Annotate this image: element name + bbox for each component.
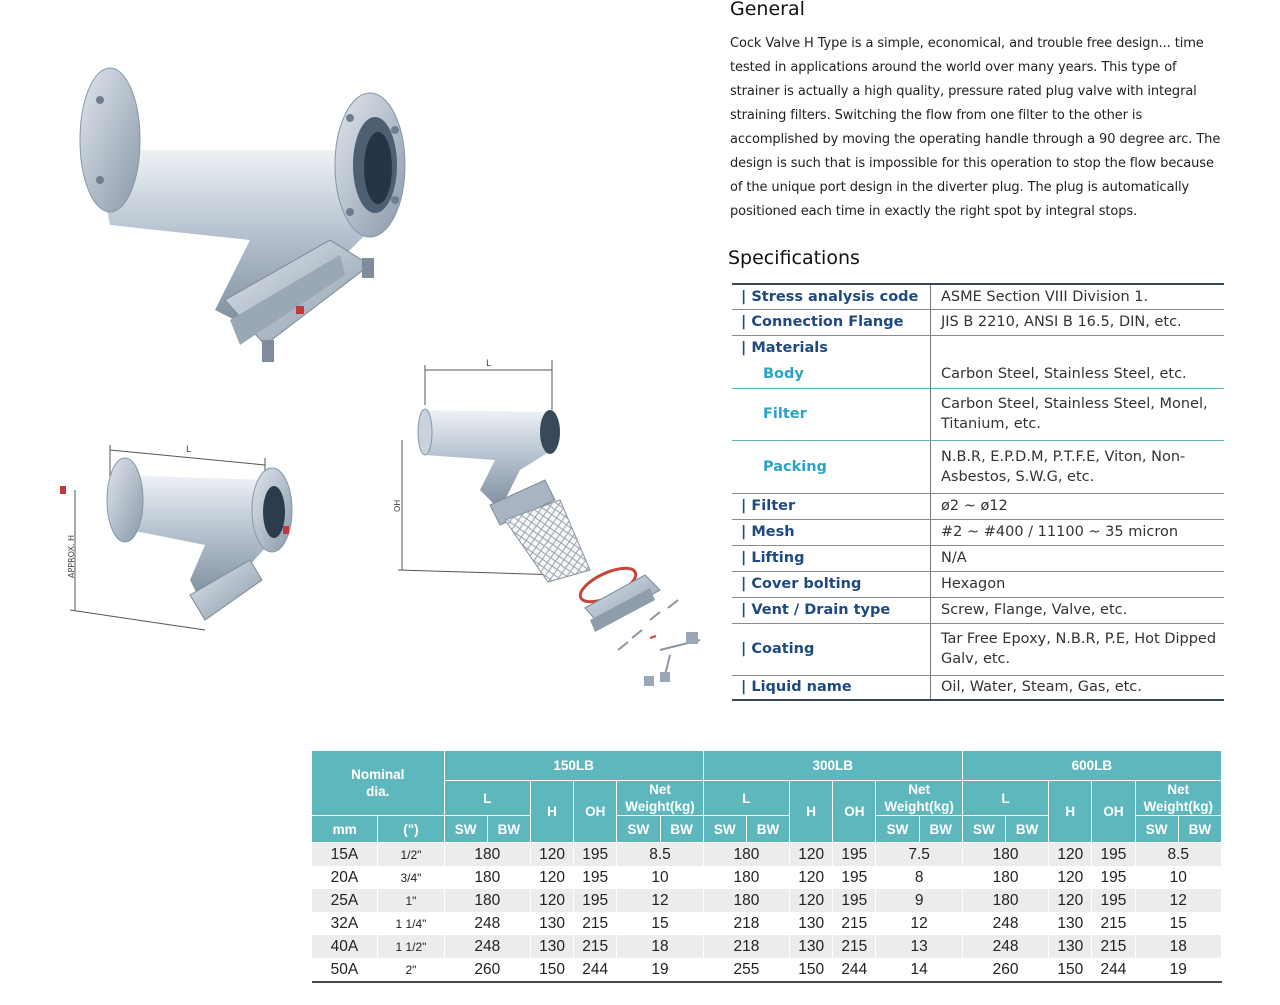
table-cell: 15: [617, 912, 703, 935]
bw-header: BW: [1006, 816, 1049, 843]
table-cell: 248: [444, 935, 530, 958]
col-l-header: L: [962, 781, 1048, 816]
table-cell: 150: [790, 958, 833, 982]
spec-key: Filter: [732, 388, 931, 440]
specifications-heading: Specifications: [728, 247, 860, 269]
table-row: [312, 958, 1222, 982]
spec-row: [732, 361, 1224, 388]
col-l-header: L: [703, 781, 789, 816]
bw-header: BW: [919, 816, 962, 843]
nominal-dia-header: Nominal dia.: [312, 751, 445, 816]
sw-header: SW: [962, 816, 1005, 843]
table-cell: 180: [444, 866, 530, 889]
spec-key: Packing: [732, 440, 931, 493]
table-cell: 120: [790, 866, 833, 889]
table-cell: 130: [790, 912, 833, 935]
table-cell: 215: [833, 935, 876, 958]
table-cell: 8: [876, 866, 962, 889]
spec-key: | Connection Flange: [732, 309, 931, 335]
table-cell: 180: [703, 843, 789, 867]
table-cell: 195: [1092, 889, 1135, 912]
bw-header: BW: [746, 816, 789, 843]
spec-row: [732, 545, 1224, 571]
class-300-header: 300LB: [703, 751, 962, 781]
spec-key: | Materials: [732, 335, 931, 361]
col-h-header: H: [530, 781, 573, 843]
table-cell: 25A: [312, 889, 378, 912]
bw-header: BW: [1178, 816, 1221, 843]
col-l-header: L: [444, 781, 530, 816]
spec-value: Screw, Flange, Valve, etc.: [931, 597, 1225, 623]
spec-value: Hexagon: [931, 571, 1225, 597]
spec-row: [732, 284, 1224, 309]
bw-header: BW: [660, 816, 703, 843]
spec-value: #2 ~ #400 / 11100 ~ 35 micron: [931, 519, 1225, 545]
table-cell: 14: [876, 958, 962, 982]
table-cell: 195: [833, 889, 876, 912]
table-cell: 244: [574, 958, 617, 982]
table-cell: 19: [1135, 958, 1221, 982]
table-row: [312, 866, 1222, 889]
table-cell: 130: [1049, 935, 1092, 958]
table-cell: 195: [574, 843, 617, 867]
table-cell: 120: [1049, 866, 1092, 889]
table-cell: 50A: [312, 958, 378, 982]
spec-value: N/A: [931, 545, 1225, 571]
table-cell: 19: [617, 958, 703, 982]
sw-header: SW: [444, 816, 487, 843]
class-600-header: 600LB: [962, 751, 1221, 781]
spec-value: Oil, Water, Steam, Gas, etc.: [941, 679, 1142, 696]
general-heading: General: [730, 0, 805, 20]
spec-value: ASME Section VIII Division 1.: [931, 284, 1225, 309]
table-cell: 10: [617, 866, 703, 889]
table-cell: 215: [574, 912, 617, 935]
table-cell: 195: [833, 866, 876, 889]
table-cell: 218: [703, 912, 789, 935]
table-cell: 1": [378, 889, 444, 912]
spec-row: [732, 493, 1224, 519]
col-h-header: H: [790, 781, 833, 843]
table-cell: 215: [1092, 912, 1135, 935]
spec-key: | Filter: [732, 493, 931, 519]
table-cell: 120: [530, 843, 573, 867]
table-cell: 195: [574, 866, 617, 889]
spec-value: JIS B 2210, ANSI B 16.5, DIN, etc.: [931, 309, 1225, 335]
table-cell: 120: [790, 843, 833, 867]
table-row: [312, 843, 1222, 867]
spec-value: ø2 ~ ø12: [931, 493, 1225, 519]
table-cell: 260: [444, 958, 530, 982]
table-cell: 215: [1092, 935, 1135, 958]
table-cell: 180: [444, 843, 530, 867]
table-cell: 260: [962, 958, 1048, 982]
table-cell: 120: [530, 889, 573, 912]
unit-mm-header: mm: [312, 816, 378, 843]
spec-value: Carbon Steel, Stainless Steel, etc.: [931, 361, 1225, 388]
spec-key: | Stress analysis code: [732, 284, 931, 309]
strainer-illustrations: [0, 0, 720, 720]
col-net-header: Net Weight(kg): [876, 781, 962, 816]
table-row: [312, 935, 1222, 958]
table-cell: 120: [1049, 889, 1092, 912]
table-cell: 180: [703, 866, 789, 889]
table-cell: 40A: [312, 935, 378, 958]
unit-inch-header: ("): [378, 816, 444, 843]
spec-value: Tar Free Epoxy, N.B.R, P.E, Hot Dipped Galv, etc.: [931, 623, 1225, 675]
table-cell: 12: [617, 889, 703, 912]
table-row: [312, 912, 1222, 935]
table-cell: 248: [962, 912, 1048, 935]
class-150-header: 150LB: [444, 751, 703, 781]
spec-row: [732, 597, 1224, 623]
table-cell: 130: [1049, 912, 1092, 935]
table-cell: 8.5: [617, 843, 703, 867]
table-cell: 1 1/2": [378, 935, 444, 958]
spec-row: [732, 309, 1224, 335]
table-cell: 13: [876, 935, 962, 958]
sw-header: SW: [1135, 816, 1178, 843]
table-cell: 15A: [312, 843, 378, 867]
table-cell: 180: [444, 889, 530, 912]
table-cell: 130: [530, 912, 573, 935]
spec-key: Body: [732, 361, 931, 388]
table-cell: 8.5: [1135, 843, 1221, 867]
table-cell: 12: [876, 912, 962, 935]
col-net-header: Net Weight(kg): [617, 781, 703, 816]
table-cell: 248: [962, 935, 1048, 958]
table-cell: 218: [703, 935, 789, 958]
table-cell: 18: [1135, 935, 1221, 958]
table-cell: 10: [1135, 866, 1221, 889]
table-cell: 120: [1049, 843, 1092, 867]
table-cell: 195: [1092, 843, 1135, 867]
spec-row: [732, 388, 1224, 440]
spec-value: N.B.R, E.P.D.M, P.T.F.E, Viton, Non-Asbestos, S.W.G, etc.: [931, 440, 1225, 493]
table-cell: 130: [530, 935, 573, 958]
table-cell: 120: [530, 866, 573, 889]
spec-row: [732, 623, 1224, 675]
sw-header: SW: [703, 816, 746, 843]
spec-row: [732, 675, 1224, 700]
table-cell: 3/4": [378, 866, 444, 889]
large-strainer-drawing: [80, 68, 405, 362]
table-cell: 215: [574, 935, 617, 958]
col-oh-header: OH: [833, 781, 876, 843]
spec-key: | Coating: [732, 623, 931, 675]
table-cell: 7.5: [876, 843, 962, 867]
table-cell: 215: [833, 912, 876, 935]
table-cell: 1/2": [378, 843, 444, 867]
table-cell: 32A: [312, 912, 378, 935]
spec-row: [732, 440, 1224, 493]
spec-key: | Cover bolting: [732, 571, 931, 597]
table-cell: 15: [1135, 912, 1221, 935]
table-cell: 180: [703, 889, 789, 912]
spec-row: [732, 335, 1224, 361]
table-cell: 12: [1135, 889, 1221, 912]
table-cell: 255: [703, 958, 789, 982]
dimension-oh-label: OH: [393, 499, 402, 512]
sw-header: SW: [876, 816, 919, 843]
table-cell: 195: [574, 889, 617, 912]
spec-key: | Liquid name: [732, 675, 931, 700]
spec-key: | Vent / Drain type: [732, 597, 931, 623]
table-cell: 130: [790, 935, 833, 958]
exploded-strainer-drawing: [398, 360, 700, 686]
table-cell: 2": [378, 958, 444, 982]
table-cell: 180: [962, 866, 1048, 889]
table-cell: 195: [833, 843, 876, 867]
table-cell: 244: [1092, 958, 1135, 982]
table-row: [312, 889, 1222, 912]
table-cell: 248: [444, 912, 530, 935]
table-cell: 18: [617, 935, 703, 958]
table-cell: 20A: [312, 866, 378, 889]
col-h-header: H: [1049, 781, 1092, 843]
specifications-table: [732, 283, 1224, 701]
general-description: Cock Valve H Type is a simple, economical, and trouble free design... time tested in applications around the world over many years. This type of strainer is actually a high quality, pressure rated plug valve with integral straining filters. Switching the flow from one filter to the other is accomplished by moving the operating handle through a 90 degree arc. The design is such that is impossible for this operation to stop the flow because of the unique port design in the diverter plug. The plug is automatically positioned each time in exactly the right spot by integral stops.: [730, 36, 1221, 219]
bw-header: BW: [487, 816, 530, 843]
dimension-l-left-label: L: [186, 445, 192, 455]
table-cell: 9: [876, 889, 962, 912]
col-oh-header: OH: [1092, 781, 1135, 843]
table-cell: 180: [962, 843, 1048, 867]
table-cell: 1 1/4": [378, 912, 444, 935]
dimension-approx-h-label: APPROX. H: [67, 534, 76, 578]
spec-key: | Mesh: [732, 519, 931, 545]
spec-key: | Lifting: [732, 545, 931, 571]
table-cell: 195: [1092, 866, 1135, 889]
spec-row: [732, 571, 1224, 597]
col-oh-header: OH: [574, 781, 617, 843]
spec-row: [732, 519, 1224, 545]
spec-value: Carbon Steel, Stainless Steel, Monel, Titanium, etc.: [931, 388, 1225, 440]
col-net-header: Net Weight(kg): [1135, 781, 1221, 816]
table-cell: 244: [833, 958, 876, 982]
spec-value: [931, 335, 1225, 361]
table-cell: 150: [530, 958, 573, 982]
sw-header: SW: [617, 816, 660, 843]
dimension-table: [311, 750, 1222, 983]
dimension-l-right-label: L: [486, 359, 492, 369]
small-strainer-drawing: [60, 445, 292, 630]
table-cell: 120: [790, 889, 833, 912]
table-cell: 180: [962, 889, 1048, 912]
table-cell: 150: [1049, 958, 1092, 982]
